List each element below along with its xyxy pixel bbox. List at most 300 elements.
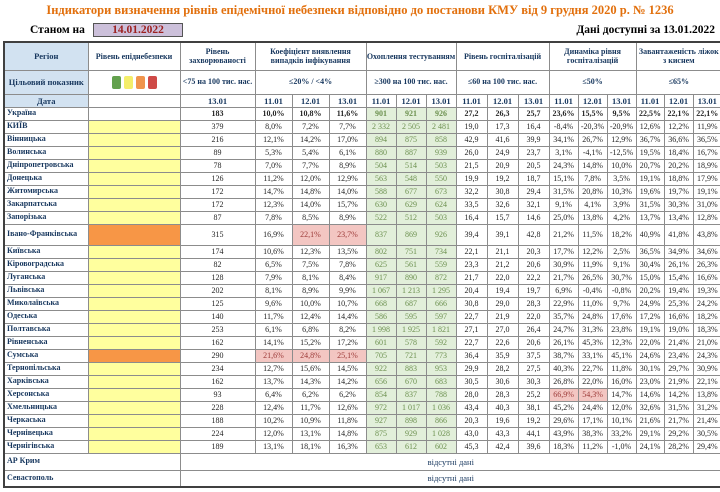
- data-cell: 922: [366, 362, 396, 375]
- data-cell: 4,2%: [607, 211, 636, 224]
- region-label: Миколаївська: [4, 297, 88, 310]
- table-row: [4, 427, 720, 440]
- data-cell: 31,5%: [664, 401, 693, 414]
- epidemic-level-cell: [88, 224, 180, 245]
- region-label: Донецька: [4, 172, 88, 185]
- data-cell: 3,5%: [607, 172, 636, 185]
- epidemic-level-cell: [88, 297, 180, 310]
- table-row: [4, 310, 720, 323]
- data-cell: 25,2: [518, 388, 549, 401]
- data-cell: 17,0%: [329, 133, 366, 146]
- data-cell: 12,4%: [292, 310, 329, 323]
- data-available-label: Дані доступні за 13.01.2022: [576, 24, 715, 36]
- data-cell: 12,0%: [292, 172, 329, 185]
- data-cell: 31,5%: [549, 185, 578, 198]
- data-cell: 561: [396, 258, 426, 271]
- data-cell: 19,6%: [636, 185, 664, 198]
- data-cell: 16,7%: [693, 146, 720, 159]
- data-cell: 3,1%: [549, 146, 578, 159]
- epidemic-level-cell: [88, 159, 180, 172]
- data-cell: 10,2%: [255, 414, 292, 427]
- table-row: [4, 120, 720, 133]
- legend-orange-square-icon: [136, 76, 145, 89]
- target-row-header: Цільовий показник: [4, 70, 88, 94]
- region-label: Одеська: [4, 310, 88, 323]
- data-cell: 563: [366, 172, 396, 185]
- data-cell: 14,2%: [329, 375, 366, 388]
- data-cell: 21,4%: [664, 336, 693, 349]
- data-cell: 23,3: [456, 258, 487, 271]
- data-cell: 23,4%: [664, 349, 693, 362]
- region-label: АР Крим: [4, 453, 180, 470]
- date-cell: 12.01: [487, 94, 518, 107]
- data-cell: 162: [180, 375, 255, 388]
- data-cell: 89: [180, 146, 255, 159]
- data-cell: 22,1%: [693, 107, 720, 120]
- data-cell: 82: [180, 258, 255, 271]
- data-cell: 34,9%: [664, 245, 693, 258]
- epidemic-level-cell: [88, 349, 180, 362]
- data-cell: 36,5%: [693, 133, 720, 146]
- data-cell: 602: [426, 440, 456, 453]
- data-cell: 22,6: [487, 336, 518, 349]
- data-cell: 32,6%: [636, 401, 664, 414]
- region-label: Чернівецька: [4, 427, 88, 440]
- data-cell: 22,0%: [636, 336, 664, 349]
- no-data-cell: відсутні дані: [180, 453, 720, 470]
- data-cell: 12,1%: [255, 133, 292, 146]
- data-cell: 578: [396, 336, 426, 349]
- data-cell: 21,7: [456, 271, 487, 284]
- data-cell: 7,8%: [578, 172, 607, 185]
- epidemic-level-cell: [88, 258, 180, 271]
- data-cell: 38,7%: [549, 349, 578, 362]
- empty-date-cell: [88, 94, 180, 107]
- data-cell: 22,0: [518, 310, 549, 323]
- data-cell: 6,2%: [329, 388, 366, 401]
- data-cell: 12,3%: [607, 336, 636, 349]
- data-cell: 93: [180, 388, 255, 401]
- date-cell: 12.01: [664, 94, 693, 107]
- data-cell: 24,2%: [693, 297, 720, 310]
- data-cell: 548: [396, 172, 426, 185]
- region-label: Рівненська: [4, 336, 88, 349]
- data-cell: 20,5: [518, 159, 549, 172]
- data-cell: 1 067: [366, 284, 396, 297]
- data-cell: 19,1%: [636, 323, 664, 336]
- data-cell: 15,2%: [292, 336, 329, 349]
- data-cell: 15,5%: [578, 107, 607, 120]
- table-row: [4, 349, 720, 362]
- data-cell: 16,6%: [693, 271, 720, 284]
- data-cell: 36,5%: [636, 245, 664, 258]
- data-cell: 7,2%: [292, 120, 329, 133]
- data-cell: 12,8%: [693, 211, 720, 224]
- data-cell: 18,9%: [693, 159, 720, 172]
- data-cell: 30,8: [456, 297, 487, 310]
- table-row: [4, 224, 720, 245]
- data-cell: 14,2%: [292, 133, 329, 146]
- data-cell: 12,0%: [255, 427, 292, 440]
- data-cell: 12,7%: [255, 362, 292, 375]
- data-cell: 12,3%: [255, 198, 292, 211]
- data-cell: 22,1%: [693, 375, 720, 388]
- data-cell: 30,9%: [693, 362, 720, 375]
- data-cell: -20,3%: [578, 120, 607, 133]
- data-cell: 23,6%: [549, 107, 578, 120]
- data-cell: 21,2%: [549, 224, 578, 245]
- table-row: [4, 133, 720, 146]
- data-cell: 22,5%: [636, 107, 664, 120]
- epidemic-level-cell: [88, 336, 180, 349]
- data-cell: 773: [426, 349, 456, 362]
- data-cell: 18,3%: [549, 440, 578, 453]
- data-cell: 11,8%: [329, 414, 366, 427]
- data-cell: 19,0%: [664, 323, 693, 336]
- data-cell: 8,9%: [292, 284, 329, 297]
- data-cell: 13,7%: [636, 211, 664, 224]
- data-cell: 10,0%: [292, 297, 329, 310]
- data-cell: 66,9%: [549, 388, 578, 401]
- table-row: [4, 159, 720, 172]
- data-cell: 624: [426, 198, 456, 211]
- data-cell: 16,4: [518, 120, 549, 133]
- data-cell: 6,9%: [549, 284, 578, 297]
- data-cell: 12,9%: [329, 172, 366, 185]
- data-cell: 14,8%: [329, 427, 366, 440]
- table-row: [4, 336, 720, 349]
- data-cell: 23,7%: [329, 224, 366, 245]
- data-cell: 23,8%: [607, 323, 636, 336]
- data-cell: 39,1: [487, 224, 518, 245]
- data-cell: 550: [426, 172, 456, 185]
- data-cell: 11,2%: [578, 440, 607, 453]
- data-cell: 22,0%: [578, 375, 607, 388]
- data-cell: 26,5%: [578, 271, 607, 284]
- data-cell: 12,9%: [607, 133, 636, 146]
- data-cell: 25,7: [518, 107, 549, 120]
- no-data-cell: відсутні дані: [180, 470, 720, 487]
- date-cell: 13.01: [180, 94, 255, 107]
- data-cell: 45,3: [456, 440, 487, 453]
- data-cell: 15,0%: [636, 271, 664, 284]
- data-cell: 19,7%: [664, 185, 693, 198]
- data-cell: 6,2%: [292, 388, 329, 401]
- region-label: Вінницька: [4, 133, 88, 146]
- data-cell: 26,3: [487, 107, 518, 120]
- data-cell: 929: [396, 427, 426, 440]
- date-cell: 13.01: [426, 94, 456, 107]
- data-cell: 45,3%: [578, 336, 607, 349]
- epidemic-level-cell: [88, 284, 180, 297]
- data-cell: 28,2: [487, 362, 518, 375]
- data-cell: 9,6%: [255, 297, 292, 310]
- group-header: Рівень захворюваності: [180, 42, 255, 70]
- data-cell: 8,2%: [329, 323, 366, 336]
- data-cell: 24,1%: [636, 440, 664, 453]
- data-cell: 15,6%: [292, 362, 329, 375]
- data-cell: 19,4%: [664, 284, 693, 297]
- data-cell: 87: [180, 211, 255, 224]
- region-label: Тернопільська: [4, 362, 88, 375]
- data-cell: 234: [180, 362, 255, 375]
- data-cell: 8,0%: [255, 120, 292, 133]
- data-cell: 33,5: [456, 198, 487, 211]
- data-cell: 2 481: [426, 120, 456, 133]
- region-label: КИЇВ: [4, 120, 88, 133]
- data-cell: 30,8: [487, 185, 518, 198]
- data-cell: 19,5%: [636, 146, 664, 159]
- data-cell: 901: [366, 107, 396, 120]
- table-row: [4, 271, 720, 284]
- data-cell: 8,4%: [329, 271, 366, 284]
- date-cell: 12.01: [396, 94, 426, 107]
- data-cell: 42,8: [518, 224, 549, 245]
- data-cell: 9,1%: [607, 258, 636, 271]
- data-cell: 22,9%: [549, 297, 578, 310]
- data-cell: 24,7%: [549, 323, 578, 336]
- data-cell: 7,0%: [255, 159, 292, 172]
- data-cell: 21,6%: [255, 349, 292, 362]
- data-cell: 31,5%: [636, 198, 664, 211]
- data-cell: 11,7%: [292, 401, 329, 414]
- data-cell: 17,9%: [693, 172, 720, 185]
- data-cell: 19,9: [456, 172, 487, 185]
- data-cell: 8,9%: [329, 159, 366, 172]
- data-cell: 1 925: [396, 323, 426, 336]
- header-date-row: [4, 94, 720, 107]
- data-cell: 20,2%: [636, 284, 664, 297]
- data-cell: 504: [366, 159, 396, 172]
- data-cell: 21,7%: [664, 414, 693, 427]
- data-cell: 8,1%: [255, 284, 292, 297]
- data-cell: 42,9: [456, 133, 487, 146]
- data-cell: 24,6%: [636, 349, 664, 362]
- date-cell: 11.01: [456, 94, 487, 107]
- data-cell: 34,6%: [693, 245, 720, 258]
- data-cell: 15,4%: [664, 271, 693, 284]
- data-cell: 19,4: [487, 284, 518, 297]
- data-cell: 668: [366, 297, 396, 310]
- region-label: Київська: [4, 245, 88, 258]
- data-cell: 18,7: [518, 172, 549, 185]
- data-cell: 656: [366, 375, 396, 388]
- data-cell: 35,7%: [549, 310, 578, 323]
- epidemic-level-cell: [88, 185, 180, 198]
- data-cell: 12,0%: [607, 401, 636, 414]
- data-cell: 30,4%: [636, 258, 664, 271]
- data-cell: 883: [396, 362, 426, 375]
- table-row: [4, 245, 720, 258]
- data-cell: 512: [396, 211, 426, 224]
- region-label: Україна: [4, 107, 88, 120]
- data-cell: 9,1%: [549, 198, 578, 211]
- data-cell: 19,3%: [693, 284, 720, 297]
- data-cell: 20,2%: [664, 159, 693, 172]
- table-body: [4, 107, 720, 487]
- data-cell: 14,6%: [636, 388, 664, 401]
- data-cell: 253: [180, 323, 255, 336]
- date-row-header: Дата: [4, 94, 88, 107]
- region-label: Дніпропетровська: [4, 159, 88, 172]
- data-cell: 13,1%: [255, 440, 292, 453]
- data-cell: 224: [180, 427, 255, 440]
- data-cell: 802: [366, 245, 396, 258]
- data-cell: 11,2%: [255, 172, 292, 185]
- group-header: Коефіцієнт виявлення випадків інфікування: [255, 42, 366, 70]
- data-cell: 26,3%: [693, 258, 720, 271]
- data-cell: 40,3: [487, 401, 518, 414]
- data-cell: 17,1%: [578, 414, 607, 427]
- data-cell: 6,4%: [255, 388, 292, 401]
- data-cell: 559: [426, 258, 456, 271]
- data-cell: 43,3: [487, 427, 518, 440]
- data-cell: 28,2%: [664, 440, 693, 453]
- epidemic-level-cell: [88, 133, 180, 146]
- data-cell: 126: [180, 172, 255, 185]
- epidemic-level-cell: [88, 427, 180, 440]
- data-cell: 11,6%: [329, 107, 366, 120]
- target-threshold: <75 на 100 тис. нас.: [180, 70, 255, 94]
- data-cell: 4,1%: [578, 198, 607, 211]
- data-cell: 32,1: [518, 198, 549, 211]
- data-cell: 926: [426, 224, 456, 245]
- data-cell: 18,2%: [607, 224, 636, 245]
- data-cell: 14,8%: [292, 185, 329, 198]
- table-row: [4, 211, 720, 224]
- data-cell: 601: [366, 336, 396, 349]
- data-cell: 12,4%: [255, 401, 292, 414]
- region-label: Львівська: [4, 284, 88, 297]
- data-cell: 27,2: [456, 107, 487, 120]
- data-cell: 14,0%: [329, 185, 366, 198]
- data-cell: 34,1%: [549, 133, 578, 146]
- data-cell: 8,9%: [329, 211, 366, 224]
- data-cell: 21,2: [487, 258, 518, 271]
- data-cell: 24,3%: [549, 159, 578, 172]
- data-cell: 162: [180, 336, 255, 349]
- data-cell: 22,1%: [664, 107, 693, 120]
- table-row: [4, 470, 720, 487]
- data-cell: -0,4%: [578, 284, 607, 297]
- data-cell: 683: [426, 375, 456, 388]
- data-cell: 11,9%: [693, 120, 720, 133]
- data-cell: 3,9%: [607, 198, 636, 211]
- epidemic-level-cell: [88, 323, 180, 336]
- data-cell: 21,9%: [664, 375, 693, 388]
- data-cell: 21,4%: [693, 414, 720, 427]
- data-cell: 14,3%: [292, 375, 329, 388]
- data-cell: 25,3%: [664, 297, 693, 310]
- region-label: Севастополь: [4, 470, 180, 487]
- data-cell: 597: [426, 310, 456, 323]
- data-cell: 13,1%: [292, 427, 329, 440]
- data-cell: 36,6%: [664, 133, 693, 146]
- data-cell: 734: [426, 245, 456, 258]
- data-cell: 39,6: [518, 440, 549, 453]
- data-cell: 29,9: [456, 362, 487, 375]
- data-cell: 30,9%: [549, 258, 578, 271]
- table-row: [4, 107, 720, 120]
- table-row: [4, 375, 720, 388]
- data-cell: -12,5%: [607, 146, 636, 159]
- indicators-table: [3, 41, 720, 488]
- data-cell: 6,1%: [255, 323, 292, 336]
- data-cell: 6,5%: [255, 258, 292, 271]
- data-cell: 19,2: [487, 172, 518, 185]
- data-cell: 24,8%: [292, 349, 329, 362]
- data-cell: 20,9: [487, 159, 518, 172]
- data-cell: 10,3%: [607, 185, 636, 198]
- as-of-date-field[interactable]: 14.01.2022: [93, 23, 183, 37]
- region-label: Івано-Франківська: [4, 224, 88, 245]
- data-cell: 705: [366, 349, 396, 362]
- data-cell: -20,9%: [607, 120, 636, 133]
- data-cell: 21,9: [487, 310, 518, 323]
- data-cell: 9,7%: [607, 297, 636, 310]
- region-label: Чернігівська: [4, 440, 88, 453]
- data-cell: 31,3%: [578, 323, 607, 336]
- data-cell: 24,4%: [578, 401, 607, 414]
- data-cell: 953: [426, 362, 456, 375]
- data-cell: 1 213: [396, 284, 426, 297]
- data-cell: 20,3: [456, 414, 487, 427]
- target-threshold: ≥300 на 100 тис. нас.: [366, 70, 456, 94]
- data-cell: 10,1%: [607, 414, 636, 427]
- data-cell: 29,6%: [549, 414, 578, 427]
- data-cell: 21,6%: [636, 414, 664, 427]
- data-cell: -8,4%: [549, 120, 578, 133]
- data-cell: 866: [426, 414, 456, 427]
- data-cell: 28,0: [456, 388, 487, 401]
- data-cell: 128: [180, 271, 255, 284]
- epidemic-level-cell: [88, 211, 180, 224]
- data-cell: 503: [426, 159, 456, 172]
- data-cell: 12,6%: [636, 120, 664, 133]
- data-cell: 28,3: [518, 297, 549, 310]
- data-cell: 612: [396, 440, 426, 453]
- data-cell: 42,4: [487, 440, 518, 453]
- group-header: Динаміка рівня госпіталізацій: [549, 42, 636, 70]
- data-cell: 33,1%: [578, 349, 607, 362]
- data-cell: 503: [426, 211, 456, 224]
- date-cell: 11.01: [366, 94, 396, 107]
- data-cell: 18,3%: [693, 323, 720, 336]
- data-cell: 20,3: [518, 245, 549, 258]
- table-row: [4, 185, 720, 198]
- data-cell: 30,7%: [607, 271, 636, 284]
- data-cell: 11,5%: [578, 224, 607, 245]
- data-cell: 12,6%: [329, 401, 366, 414]
- data-cell: 39,4: [456, 224, 487, 245]
- data-cell: 18,2%: [693, 310, 720, 323]
- legend-green-square-icon: [112, 76, 121, 89]
- data-cell: 31,2%: [693, 401, 720, 414]
- page-title: Індикатори визначення рівнів епідемічної небезпеки відповідно до постанови КМУ від 9 грудня 2020 р. № 1236: [46, 3, 674, 17]
- data-cell: 29,7%: [664, 362, 693, 375]
- data-cell: 21,1: [487, 245, 518, 258]
- data-cell: 18,8%: [664, 172, 693, 185]
- data-cell: 33,2%: [607, 427, 636, 440]
- table-row: [4, 440, 720, 453]
- target-threshold: ≤20% / <4%: [255, 70, 366, 94]
- data-cell: 172: [180, 198, 255, 211]
- data-cell: 27,0: [487, 323, 518, 336]
- data-cell: 9,9%: [329, 284, 366, 297]
- region-label: Хмельницька: [4, 401, 88, 414]
- data-cell: 26,7%: [578, 133, 607, 146]
- data-cell: 22,0: [487, 271, 518, 284]
